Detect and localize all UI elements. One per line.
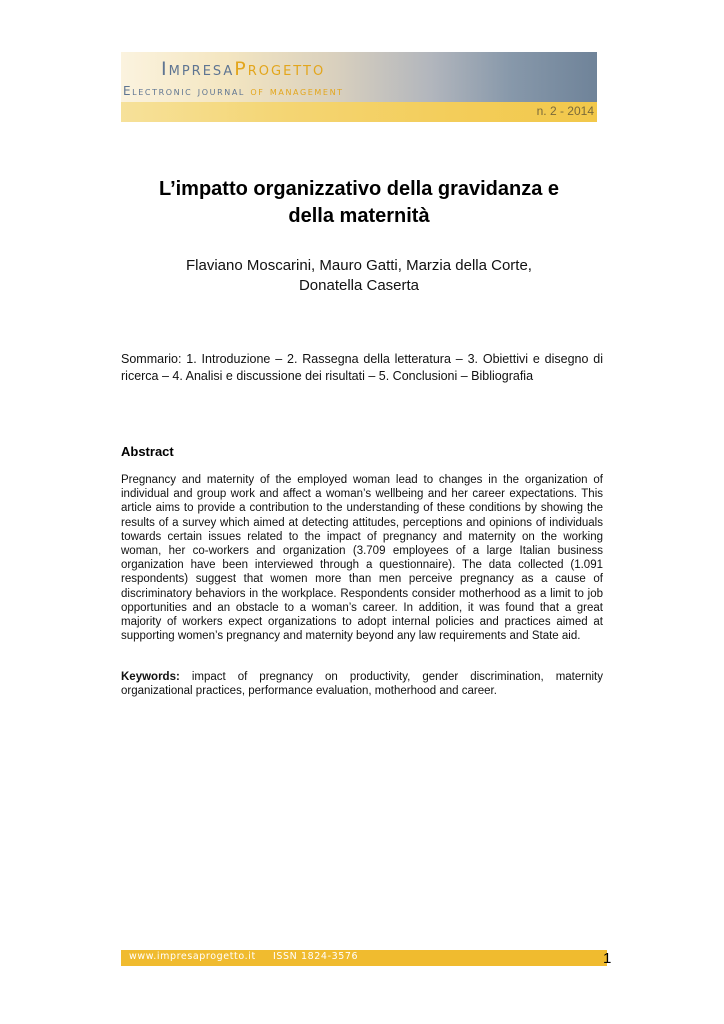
footer-website-link[interactable]: www.impresaprogetto.it xyxy=(129,951,256,962)
article-title-line2: della maternità xyxy=(288,205,430,227)
abstract-heading: Abstract xyxy=(121,444,174,459)
authors-line2: Donatella Caserta xyxy=(298,277,420,294)
article-authors xyxy=(121,256,597,296)
footer-issn: ISSN 1824-3576 xyxy=(273,951,359,962)
keywords-paragraph xyxy=(121,670,603,698)
footer-bar xyxy=(121,950,607,966)
abstract-body: Pregnancy and maternity of the employed woman lead to changes in the organization of individual and group work and affect a woman’s wellbeing and her career expectations. This article aims to provide a contribution to the understanding of these conditions by showing the results of a survey which aimed at detecting attitudes, perceptions and opinions of individuals towards certain issues related to the impact of pregnancy and maternity on the working woman, her co-workers and organization (3.709 employees of a large Italian business organization have been interviewed through a questionnaire). The data collected (1.091 respondents) suggest that women more than men perceive pregnancy as a cause of discriminatory behaviors in the workplace. Respondents consider motherhood as a limit to job opportunities and an obstacle to a woman’s career. In addition, it was found that a great majority of workers expect organizations to adopt internal policies and practices aimed at supporting women’s pregnancy and maternity beyond any law requirements and State aid. xyxy=(121,474,603,643)
article-title xyxy=(121,176,597,230)
journal-header-stripe xyxy=(121,102,597,122)
issue-number: n. 2 - 2014 xyxy=(536,104,594,118)
journal-name-part1: Impresa xyxy=(161,58,235,80)
journal-name-part2: Progetto xyxy=(234,58,326,80)
keywords-text: impact of pregnancy on productivity, gender discrimination, maternity organizational practices, performance evaluation, motherhood and career. xyxy=(121,671,603,698)
article-summary: Sommario: 1. Introduzione – 2. Rassegna della letteratura – 3. Obiettivi e disegno di ricerca – 4. Analisi e discussione dei risultati – 5. Conclusioni – Bibliografia xyxy=(121,352,603,383)
journal-tagline-part2: of management xyxy=(244,84,344,98)
journal-tagline xyxy=(123,84,344,98)
page-number: 1 xyxy=(603,950,612,967)
authors-line1: Flaviano Moscarini, Mauro Gatti, Marzia della Corte, xyxy=(186,257,532,274)
article-title-line1: L’impatto organizzativo della gravidanza e xyxy=(158,178,560,200)
journal-logo-name xyxy=(161,58,325,80)
journal-tagline-part1: Electronic journal xyxy=(123,84,245,98)
keywords-label: Keywords: xyxy=(121,671,180,683)
